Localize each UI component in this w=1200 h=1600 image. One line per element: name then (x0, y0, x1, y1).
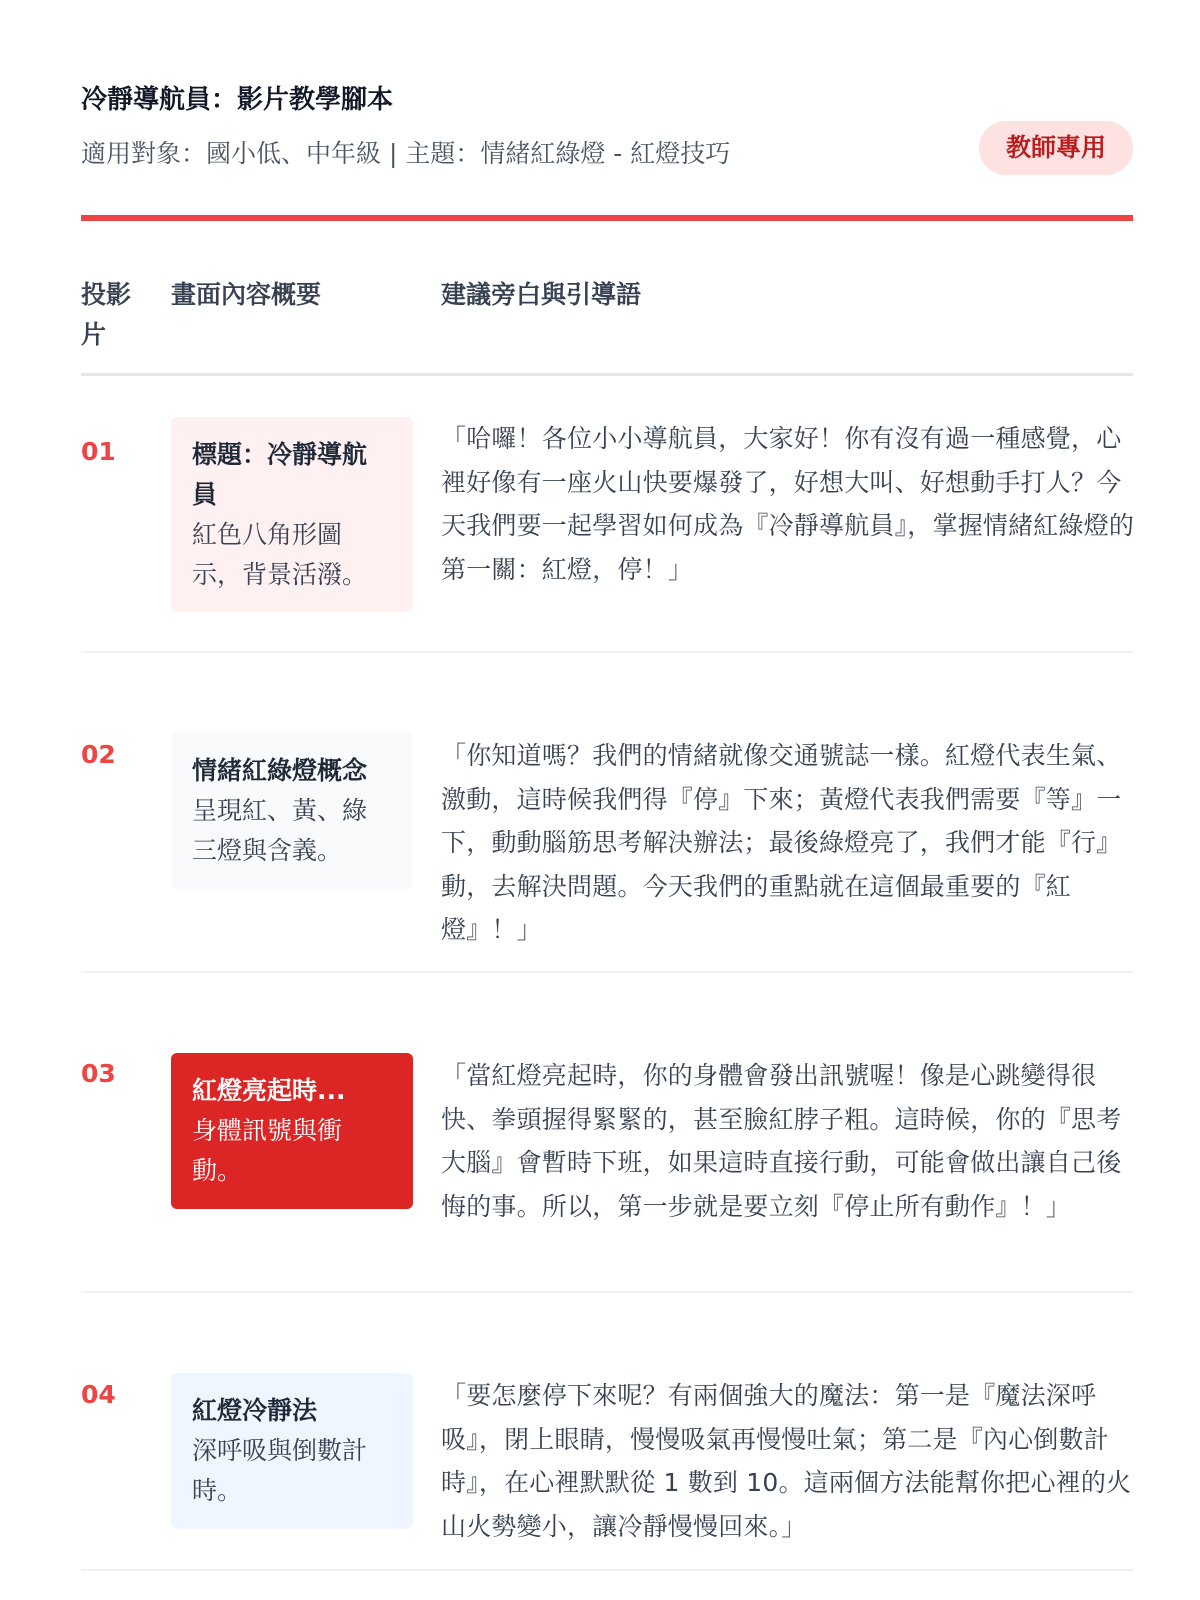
slide-number: 03 (81, 1059, 116, 1088)
summary-title: 情緒紅綠燈概念 (192, 756, 368, 785)
header-divider (81, 215, 1133, 221)
summary-description: 深呼吸與倒數計時。 (192, 1436, 368, 1505)
narration-text: 「哈囉！各位小小導航員，大家好！你有沒有過一種感覺，心裡好像有一座火山快要爆發了，好想大叫、好想動手打人？今天我們要一起學習如何成為『冷靜導航員』，掌握情緒紅綠燈的第一關：紅燈，停！」 (441, 424, 1135, 584)
slide-number: 04 (81, 1380, 116, 1409)
table-row (81, 653, 1133, 973)
slide-summary-card (171, 1053, 413, 1209)
column-header-narration: 建議旁白與引導語 (441, 280, 642, 309)
script-table (81, 275, 1133, 1571)
slide-number: 02 (81, 740, 116, 769)
slide-summary-card (171, 733, 413, 889)
summary-description: 呈現紅、黃、綠三燈與含義。 (192, 796, 368, 865)
slide-summary-card (171, 1373, 413, 1529)
summary-title: 紅燈亮起時... (192, 1076, 346, 1105)
page-header (81, 80, 1133, 174)
page-subtitle: 適用對象：國小低、中年級 | 主題：情緒紅綠燈 - 紅燈技巧 (81, 139, 731, 168)
page-title: 冷靜導航員：影片教學腳本 (81, 85, 394, 115)
column-header-slide: 投影片 (81, 280, 132, 349)
column-header-summary: 畫面內容概要 (171, 280, 322, 309)
table-row (81, 1293, 1133, 1571)
narration-text: 「當紅燈亮起時，你的身體會發出訊號喔！像是心跳變得很快、拳頭握得緊緊的，甚至臉紅脖子粗。這時候，你的『思考大腦』會暫時下班，如果這時直接行動，可能會做出讓自己後悔的事。所以，第一步就是要立刻『停止所有動作』！」 (441, 1061, 1122, 1221)
table-row (81, 973, 1133, 1293)
table-header (81, 275, 1133, 376)
slide-number: 01 (81, 437, 116, 466)
summary-title: 標題：冷靜導航員 (192, 440, 368, 509)
summary-description: 紅色八角形圖示，背景活潑。 (192, 520, 368, 589)
summary-description: 身體訊號與衝動。 (192, 1116, 343, 1185)
summary-title: 紅燈冷靜法 (192, 1396, 318, 1425)
narration-text: 「要怎麼停下來呢？有兩個強大的魔法：第一是『魔法深呼吸』，閉上眼睛，慢慢吸氣再慢慢吐氣；第二是『內心倒數計時』，在心裡默默從 1 數到 10。這兩個方法能幫你把心裡的火山火勢變小，讓冷靜慢慢回來。」 (441, 1381, 1132, 1541)
narration-text: 「你知道嗎？我們的情緒就像交通號誌一樣。紅燈代表生氣、激動，這時候我們得『停』下來；黃燈代表我們需要『等』一下，動動腦筋思考解決辦法；最後綠燈亮了，我們才能『行』動，去解決問題。今天我們的重點就在這個最重要的『紅燈』！」 (441, 741, 1122, 944)
table-row (81, 376, 1133, 653)
teacher-only-badge: 教師專用 (979, 121, 1133, 175)
slide-summary-card (171, 417, 413, 612)
